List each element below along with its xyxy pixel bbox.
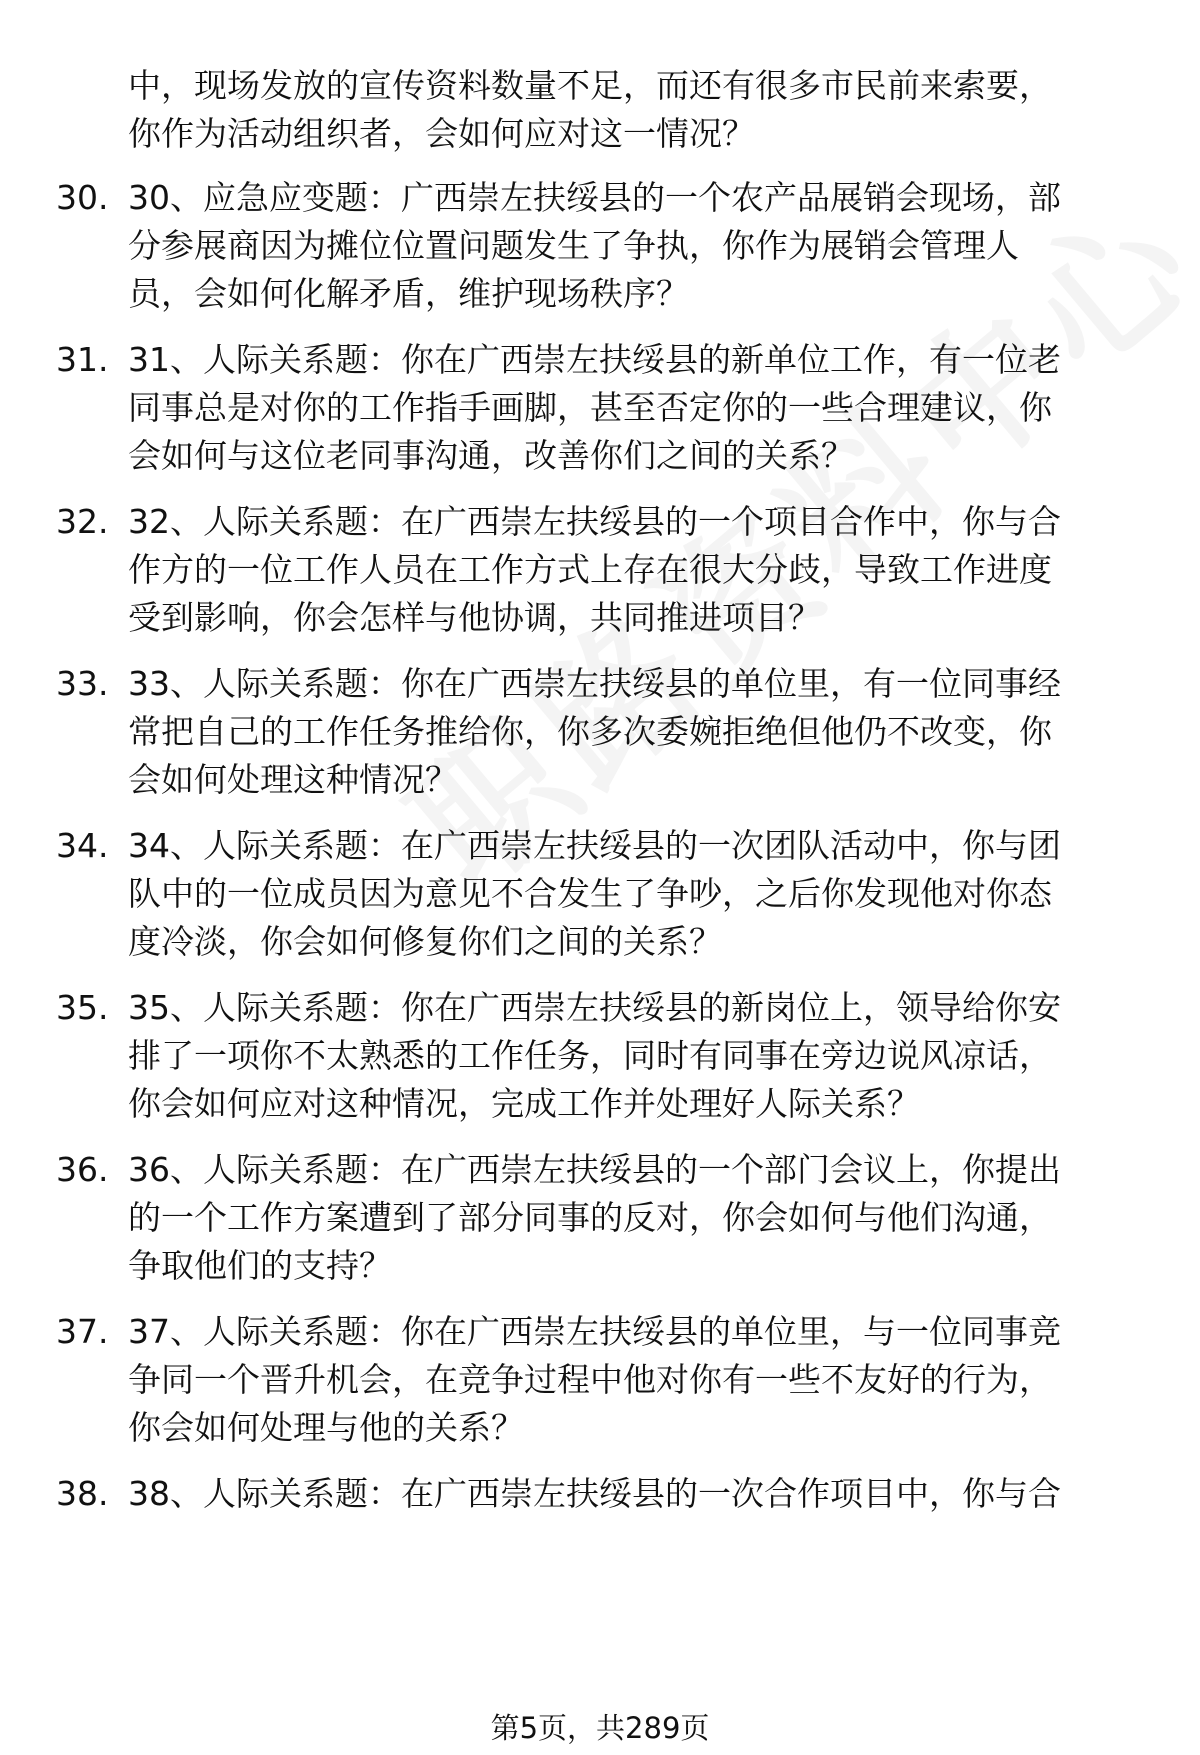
item-line: 度冷淡，你会如何修复你们之间的关系？ <box>128 922 722 961</box>
item-line: 争取他们的支持？ <box>128 1246 392 1285</box>
item-text <box>128 660 1158 804</box>
item-number: 38. <box>56 1474 109 1513</box>
item-text <box>128 498 1158 642</box>
lead-line: 中，现场发放的宣传资料数量不足，而还有很多市民前来索要， <box>128 66 1052 105</box>
item-number: 34. <box>56 826 109 865</box>
item-line: 的一个工作方案遭到了部分同事的反对，你会如何与他们沟通， <box>128 1198 1052 1237</box>
item-line: 34、人际关系题：在广西崇左扶绥县的一次团队活动中，你与团 <box>128 826 1061 865</box>
item-number: 36. <box>56 1150 109 1189</box>
item-text <box>128 1470 1158 1518</box>
item-text <box>128 984 1158 1128</box>
item-text <box>128 1308 1158 1452</box>
item-line: 队中的一位成员因为意见不合发生了争吵，之后你发现他对你态 <box>128 874 1052 913</box>
item-line: 37、人际关系题：你在广西崇左扶绥县的单位里，与一位同事竞 <box>128 1312 1061 1351</box>
item-text <box>128 822 1158 966</box>
item-line: 33、人际关系题：你在广西崇左扶绥县的单位里，有一位同事经 <box>128 664 1061 703</box>
item-text <box>128 1146 1158 1290</box>
item-text <box>128 336 1158 480</box>
lead-line: 你作为活动组织者，会如何应对这一情况？ <box>128 114 755 153</box>
item-line: 员，会如何化解矛盾，维护现场秩序？ <box>128 274 689 313</box>
item-number: 30. <box>56 178 109 217</box>
item-line: 作方的一位工作人员在工作方式上存在很大分歧，导致工作进度 <box>128 550 1052 589</box>
item-line: 31、人际关系题：你在广西崇左扶绥县的新单位工作，有一位老 <box>128 340 1061 379</box>
item-line: 排了一项你不太熟悉的工作任务，同时有同事在旁边说风凉话， <box>128 1036 1052 1075</box>
continued-question-text <box>128 62 1148 158</box>
item-line: 受到影响，你会怎样与他协调，共同推进项目？ <box>128 598 821 637</box>
item-line: 常把自己的工作任务推给你，你多次委婉拒绝但他仍不改变，你 <box>128 712 1052 751</box>
item-number: 35. <box>56 988 109 1027</box>
item-line: 32、人际关系题：在广西崇左扶绥县的一个项目合作中，你与合 <box>128 502 1061 541</box>
item-line: 分参展商因为摊位位置问题发生了争执，你作为展销会管理人 <box>128 226 1019 265</box>
item-number: 31. <box>56 340 109 379</box>
item-line: 同事总是对你的工作指手画脚，甚至否定你的一些合理建议，你 <box>128 388 1052 427</box>
item-line: 30、应急应变题：广西崇左扶绥县的一个农产品展销会现场，部 <box>128 178 1061 217</box>
page-footer: 第5页，共289页 <box>490 1711 710 1745</box>
item-line: 你会如何处理与他的关系？ <box>128 1408 524 1447</box>
item-line: 会如何处理这种情况？ <box>128 760 458 799</box>
item-line: 35、人际关系题：你在广西崇左扶绥县的新岗位上，领导给你安 <box>128 988 1061 1027</box>
item-number: 32. <box>56 502 109 541</box>
item-number: 37. <box>56 1312 109 1351</box>
item-line: 38、人际关系题：在广西崇左扶绥县的一次合作项目中，你与合 <box>128 1474 1061 1513</box>
item-line: 36、人际关系题：在广西崇左扶绥县的一个部门会议上，你提出 <box>128 1150 1061 1189</box>
item-text <box>128 174 1158 318</box>
item-number: 33. <box>56 664 109 703</box>
item-line: 会如何与这位老同事沟通，改善你们之间的关系？ <box>128 436 854 475</box>
item-line: 争同一个晋升机会，在竞争过程中他对你有一些不友好的行为， <box>128 1360 1052 1399</box>
item-line: 你会如何应对这种情况，完成工作并处理好人际关系？ <box>128 1084 920 1123</box>
